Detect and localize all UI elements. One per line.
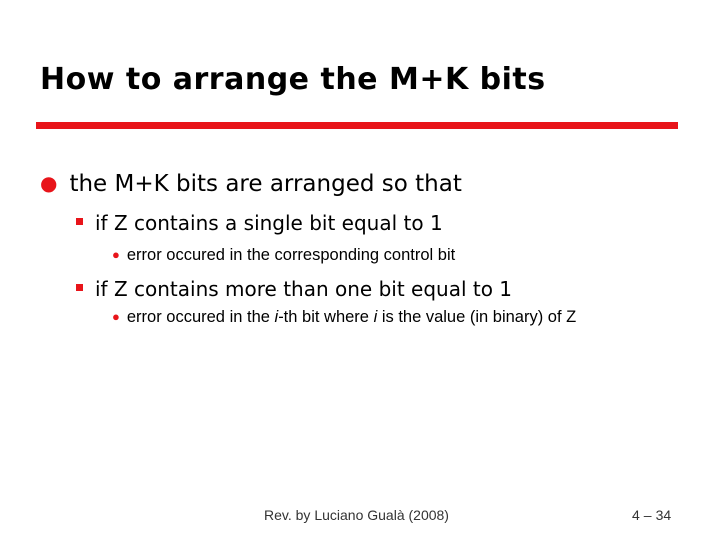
page-dash: – bbox=[643, 507, 652, 523]
detail-bullet-ith-bit bbox=[112, 308, 576, 327]
chapter-number: 4 bbox=[632, 507, 640, 523]
slide-title: How to arrange the M+K bits bbox=[40, 62, 546, 97]
bullet-main bbox=[40, 171, 462, 197]
italic-i: i bbox=[373, 308, 378, 326]
detail-text-part: -th bit where bbox=[278, 308, 374, 326]
italic-i: i bbox=[274, 308, 279, 326]
detail-bullet-control-bit bbox=[112, 246, 455, 265]
bullet-main-text: the M+K bits are arranged so that bbox=[69, 171, 462, 197]
page-number bbox=[632, 507, 671, 523]
slide-number: 34 bbox=[655, 507, 672, 523]
bullet-dot-icon: ● bbox=[112, 247, 120, 262]
detail-text: error occured in the corresponding control bit bbox=[126, 246, 456, 264]
square-bullet-icon bbox=[76, 284, 83, 291]
sub-bullet-multiple-bits bbox=[76, 277, 512, 301]
sub-bullet-text: if Z contains a single bit equal to 1 bbox=[95, 211, 443, 235]
bullet-dot-icon: ● bbox=[40, 171, 58, 195]
footer-credit: Rev. by Luciano Gualà (2008) bbox=[264, 507, 449, 523]
sub-bullet-text: if Z contains more than one bit equal to 1 bbox=[95, 277, 513, 301]
detail-text-part: error occured in the bbox=[126, 308, 275, 326]
detail-text-part: is the value (in binary) of Z bbox=[377, 308, 577, 326]
square-bullet-icon bbox=[76, 218, 83, 225]
sub-bullet-single-bit bbox=[76, 211, 443, 235]
title-divider bbox=[36, 122, 678, 129]
bullet-dot-icon: ● bbox=[112, 309, 120, 324]
